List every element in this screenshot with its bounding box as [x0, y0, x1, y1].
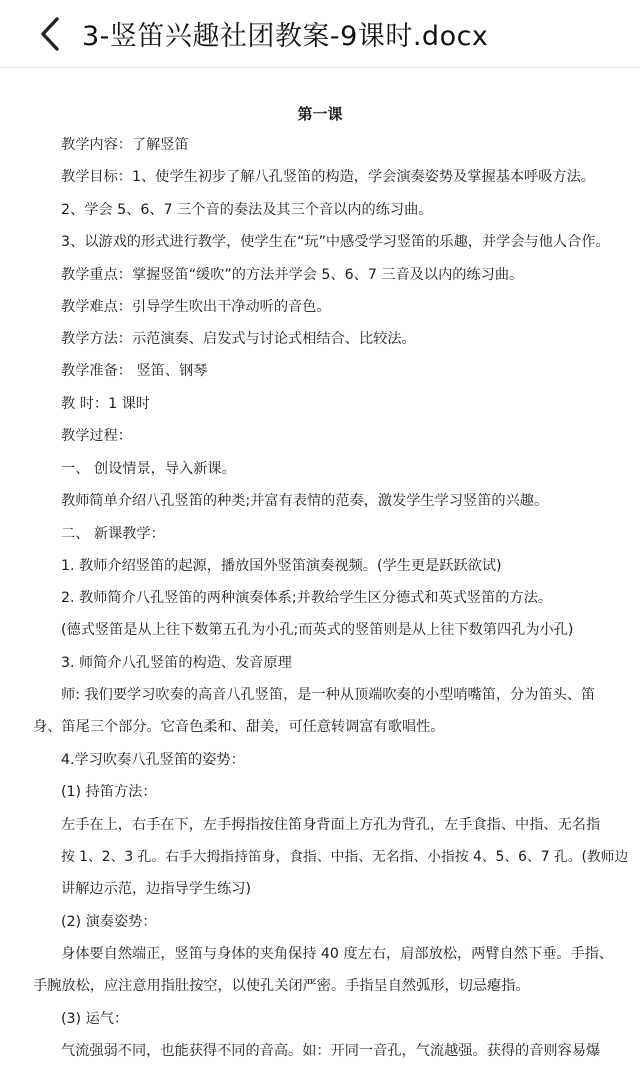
- doc-line: 身体要自然端正，竖笛与身体的夹角保持 40 度左右，肩部放松，两臂自然下垂。手指、: [61, 946, 614, 962]
- back-button[interactable]: [20, 0, 80, 68]
- doc-line: 教学目标：1、使学生初步了解八孔竖笛的构造，学会演奏姿势及掌握基本呼吸方法。: [61, 169, 595, 185]
- doc-line: (3) 运气：: [61, 1011, 129, 1027]
- doc-line: 身、笛尾三个部分。它音色柔和、甜美，可任意转调富有歌唱性。: [33, 719, 445, 735]
- doc-line: 二、 新课教学：: [61, 526, 165, 542]
- doc-line: 教 时：1 课时: [61, 396, 150, 412]
- doc-line: 教学方法：示范演奏、启发式与讨论式相结合、比较法。: [61, 331, 416, 347]
- doc-line: 一、 创设情景，导入新课。: [61, 461, 236, 477]
- doc-line: 教学难点：引导学生吹出干净动听的音色。: [61, 299, 331, 315]
- doc-line: 手腕放松，应注意用指肚按空，以使孔关闭严密。手指呈自然弧形，切忌瘪指。: [33, 978, 530, 994]
- top-bar: [0, 0, 640, 68]
- doc-line: 师: 我们要学习吹奏的高音八孔竖笛，是一种从顶端吹奏的小型哨嘴笛，分为笛头、笛: [61, 687, 596, 703]
- lesson-title: 第一课: [297, 105, 343, 123]
- doc-line: 教学准备： 竖笛、钢琴: [61, 363, 208, 379]
- document-title: 3-竖笛兴趣社团教案-9课时.docx: [82, 21, 489, 52]
- doc-line: 讲解边示范，边指导学生练习): [61, 881, 251, 897]
- doc-line: 4.学习吹奏八孔竖笛的姿势：: [61, 752, 245, 768]
- doc-line: 2、学会 5、6、7 三个音的奏法及其三个音以内的练习曲。: [61, 202, 433, 218]
- doc-line: 左手在上，右手在下，左手拇指按住笛身背面上方孔为背孔，左手食指、中指、无名指: [61, 817, 601, 833]
- doc-line: (德式竖笛是从上往下数第五孔为小孔;而英式的竖笛则是从上往下数第四孔为小孔): [61, 622, 574, 638]
- doc-line: 教学内容：了解竖笛: [61, 137, 189, 153]
- doc-line: 3. 师简介八孔竖笛的构造、发音原理: [61, 655, 292, 671]
- doc-line: 教师简单介绍八孔竖笛的种类;并富有表情的范奏，激发学生学习竖笛的兴趣。: [61, 493, 549, 509]
- doc-line: 2. 教师简介八孔竖笛的两种演奏体系;并教给学生区分德式和英式竖笛的方法。: [61, 590, 553, 606]
- doc-line: 按 1、2、3 孔。右手大拇指持笛身，食指、中指、无名指、小指按 4、5、6、7 孔。(教师边: [61, 849, 629, 865]
- document-page[interactable]: [0, 69, 640, 1077]
- doc-line: (2) 演奏姿势：: [61, 914, 157, 930]
- chevron-left-icon: [39, 16, 61, 52]
- doc-line: 教学重点：掌握竖笛“缓吹”的方法并学会 5、6、7 三音及以内的练习曲。: [61, 267, 524, 283]
- doc-line: 1. 教师介绍竖笛的起源，播放国外竖笛演奏视频。(学生更是跃跃欲试): [61, 558, 502, 574]
- doc-line: 教学过程：: [61, 428, 132, 444]
- doc-line: 气流强弱不同，也能获得不同的音高。如：开同一音孔，气流越强。获得的音则容易爆: [61, 1043, 601, 1059]
- doc-line: 3、以游戏的形式进行教学，使学生在“玩”中感受学习竖笛的乐趣，并学会与他人合作。: [61, 234, 610, 250]
- doc-line: (1) 持笛方法：: [61, 784, 157, 800]
